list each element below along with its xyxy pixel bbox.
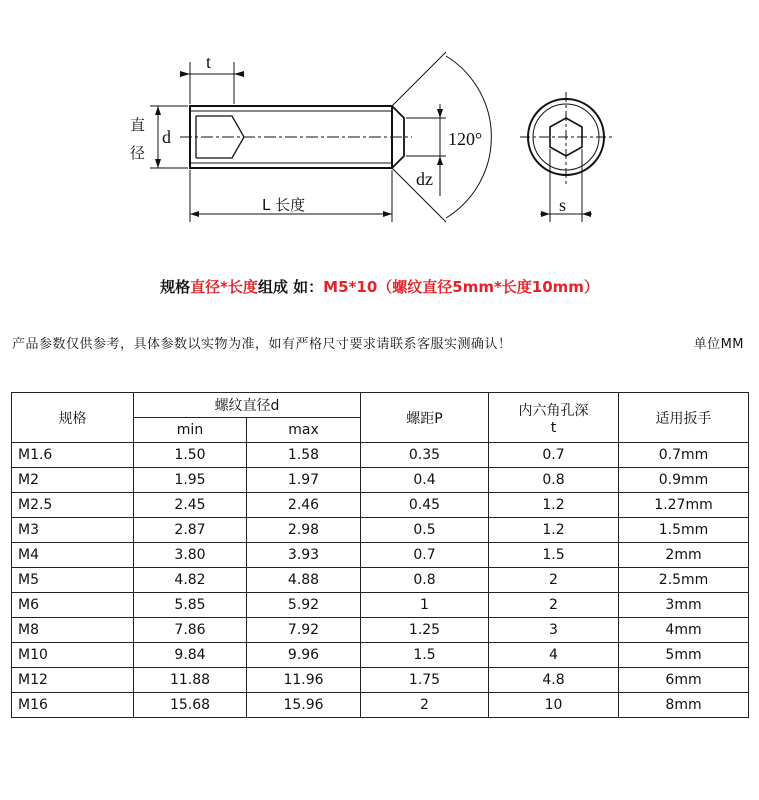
label-t: t <box>206 52 212 72</box>
cell-max: 7.92 <box>247 618 361 643</box>
cell-pitch: 1.75 <box>361 668 489 693</box>
cell-t: 1.2 <box>489 518 619 543</box>
spec-mid: 组成 如： <box>257 278 324 296</box>
spec-red-1: 直径*长度 <box>190 278 258 296</box>
cell-max: 9.96 <box>247 643 361 668</box>
cell-max: 5.92 <box>247 593 361 618</box>
cell-spec: M8 <box>12 618 134 643</box>
label-angle: 120° <box>448 129 483 149</box>
cell-wrench: 5mm <box>619 643 749 668</box>
cell-t: 1.2 <box>489 493 619 518</box>
cell-t: 0.7 <box>489 443 619 468</box>
table-row <box>12 568 749 593</box>
cell-pitch: 1 <box>361 593 489 618</box>
cell-spec: M16 <box>12 693 134 718</box>
cell-t: 3 <box>489 618 619 643</box>
cell-spec: M12 <box>12 668 134 693</box>
cell-min: 4.82 <box>134 568 247 593</box>
header-thread-d: 螺纹直径d <box>134 393 361 418</box>
disclaimer-text: 产品参数仅供参考，具体参数以实物为准，如有严格尺寸要求请联系客服实测确认！ <box>12 337 512 352</box>
disclaimer-line <box>12 333 752 352</box>
label-dz: dz <box>416 169 433 189</box>
cell-spec: M5 <box>12 568 134 593</box>
header-max: max <box>247 418 361 443</box>
table-row <box>12 468 749 493</box>
cell-t: 1.5 <box>489 543 619 568</box>
table-row <box>12 493 749 518</box>
cell-t: 4 <box>489 643 619 668</box>
cell-t: 0.8 <box>489 468 619 493</box>
table-row <box>12 668 749 693</box>
cell-spec: M2.5 <box>12 493 134 518</box>
cell-max: 2.46 <box>247 493 361 518</box>
cell-max: 11.96 <box>247 668 361 693</box>
cell-wrench: 1.5mm <box>619 518 749 543</box>
cell-spec: M4 <box>12 543 134 568</box>
cell-min: 15.68 <box>134 693 247 718</box>
table-row <box>12 643 749 668</box>
cell-pitch: 2 <box>361 693 489 718</box>
header-wrench: 适用扳手 <box>619 393 749 443</box>
cell-max: 1.58 <box>247 443 361 468</box>
label-d: d <box>162 127 171 147</box>
spec-red-2: M5*10（螺纹直径5mm*长度10mm） <box>323 278 599 296</box>
cell-max: 3.93 <box>247 543 361 568</box>
spec-prefix: 规格 <box>160 278 191 296</box>
table-row <box>12 618 749 643</box>
cell-wrench: 2mm <box>619 543 749 568</box>
cell-max: 1.97 <box>247 468 361 493</box>
table-row <box>12 518 749 543</box>
label-s: s <box>559 195 567 215</box>
cell-wrench: 2.5mm <box>619 568 749 593</box>
cell-min: 9.84 <box>134 643 247 668</box>
cell-wrench: 0.7mm <box>619 443 749 468</box>
table-row <box>12 543 749 568</box>
spec-table-body <box>12 443 749 718</box>
set-screw-drawing <box>0 0 759 240</box>
cell-min: 2.45 <box>134 493 247 518</box>
cell-min: 5.85 <box>134 593 247 618</box>
header-pitch: 螺距P <box>361 393 489 443</box>
spec-table <box>11 392 749 718</box>
cell-wrench: 4mm <box>619 618 749 643</box>
cell-min: 2.87 <box>134 518 247 543</box>
cell-t: 2 <box>489 568 619 593</box>
table-row <box>12 693 749 718</box>
cell-wrench: 8mm <box>619 693 749 718</box>
label-length: L 长度 <box>262 196 306 214</box>
cell-spec: M2 <box>12 468 134 493</box>
label-diam-2: 径 <box>130 144 146 162</box>
cell-min: 3.80 <box>134 543 247 568</box>
cell-wrench: 3mm <box>619 593 749 618</box>
cell-pitch: 0.35 <box>361 443 489 468</box>
cell-min: 7.86 <box>134 618 247 643</box>
cell-t: 4.8 <box>489 668 619 693</box>
header-hex-depth <box>489 393 619 443</box>
cell-min: 1.50 <box>134 443 247 468</box>
cell-spec: M3 <box>12 518 134 543</box>
cell-spec: M10 <box>12 643 134 668</box>
cell-spec: M1.6 <box>12 443 134 468</box>
label-diam-1: 直 <box>130 116 146 134</box>
cell-min: 1.95 <box>134 468 247 493</box>
spec-format-line <box>0 276 759 297</box>
table-row <box>12 443 749 468</box>
cell-t: 2 <box>489 593 619 618</box>
cell-max: 2.98 <box>247 518 361 543</box>
cell-pitch: 1.25 <box>361 618 489 643</box>
cell-pitch: 0.7 <box>361 543 489 568</box>
cell-t: 10 <box>489 693 619 718</box>
cell-pitch: 0.4 <box>361 468 489 493</box>
cell-min: 11.88 <box>134 668 247 693</box>
cell-spec: M6 <box>12 593 134 618</box>
table-row <box>12 593 749 618</box>
cell-wrench: 0.9mm <box>619 468 749 493</box>
cell-max: 15.96 <box>247 693 361 718</box>
cell-wrench: 6mm <box>619 668 749 693</box>
cell-max: 4.88 <box>247 568 361 593</box>
header-spec: 规格 <box>12 393 134 443</box>
header-hex-depth-sub: t <box>550 419 557 436</box>
unit-label: 单位MM <box>693 337 744 352</box>
cell-wrench: 1.27mm <box>619 493 749 518</box>
header-min: min <box>134 418 247 443</box>
cell-pitch: 1.5 <box>361 643 489 668</box>
cell-pitch: 0.45 <box>361 493 489 518</box>
cell-pitch: 0.8 <box>361 568 489 593</box>
header-hex-depth-label: 内六角孔深 <box>518 402 589 419</box>
cell-pitch: 0.5 <box>361 518 489 543</box>
